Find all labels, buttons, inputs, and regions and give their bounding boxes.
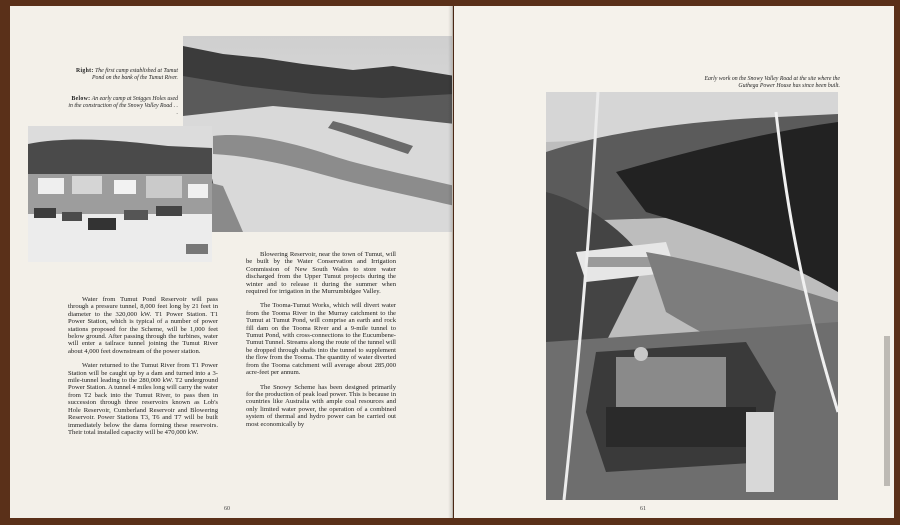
caption-right <box>66 68 178 82</box>
left-page <box>10 6 453 518</box>
right-page <box>454 6 894 518</box>
paragraph: Water returned to the Tumut River from T1 Power Station will be caught up by a dam and turned into a 3-mile-tunnel leading to the 280,000 kW. T2 underground Power Station. A tunnel 4 miles long will carry the water from T2 back into the Tumut River, to pass then in succession through three reservoirs known as Lob's Hole Reservoir, Cumberland Reservoir and Blowering Reservoir. Power Stations T3, T6 and T7 will be built immediately below the dams forming these reservoirs. Their total installed capacity will be 470,000 kW. <box>68 362 218 436</box>
caption-snowy-valley-road: Early work on the Snowy Valley Road at the site where the Guthega Power House has since been built. <box>704 76 840 90</box>
paragraph: Blowering Reservoir, near the town of Tumut, will be built by the Water Conservation and Irrigation Commission of New South Wales to store water discharged from the Upper Tumut projects during the winter and to release it during the summer when required for irrigation in the Murrumbidgee Valley. <box>246 251 396 296</box>
caption-right-label: Right: <box>76 68 94 74</box>
caption-right-text: The first camp established at Tumut Pond on the bank of the Tumut River. <box>92 68 178 82</box>
paragraph: The Tooma-Tumut Works, which will divert water from the Tooma River in the Murray catchment to the Tumut at Tumut Pond, will comprise an earth and rock fill dam on the Tooma River and a 9-mile tunnel to Tumut Pond, with cross-connections to the Eucumbene-Tumut Tunnel. Streams along the route of the tunnel will be dropped through shafts into the tunnel to supplement the flow from the Tooma. The quantity of water diverted from the Tooma catchment will average about 285,000 acre-feet per annum. <box>246 302 396 377</box>
page-number-left: 60 <box>224 506 230 512</box>
caption-below-text: An early camp at Snigges Holes used in the construction of the Snowy Valley Road . . . <box>68 96 178 117</box>
photo-snigges-holes-camp <box>28 126 212 262</box>
left-column-2 <box>246 251 396 435</box>
caption-below <box>66 96 178 118</box>
page-edge <box>884 336 890 486</box>
page-number-right: 61 <box>640 506 646 512</box>
paragraph: The Snowy Scheme has been designed primarily for the production of peak load power. This is because in countries like Australia with ample coal resources and only limited water power, the operation of a combined system of thermal and hydro power can be carried out most economically by <box>246 383 396 428</box>
photo-snowy-valley-road-bulldozer <box>546 92 838 500</box>
photo-tumut-pond-camp <box>183 36 453 232</box>
caption-below-label: Below: <box>71 96 91 102</box>
paragraph: Water from Tumut Pond Reservoir will pass through a pressure tunnel, 8,000 feet long by 21 feet in diameter to the 320,000 kW. T1 Power Station. T1 Power Station, which is typical of a number of power stations proposed for the Scheme, will be 1,000 feet below ground. After passing through the turbines, water will enter a tailrace tunnel joining the Tumut River about 4,000 feet downstream of the power station. <box>68 296 218 355</box>
left-column-1 <box>68 296 218 443</box>
